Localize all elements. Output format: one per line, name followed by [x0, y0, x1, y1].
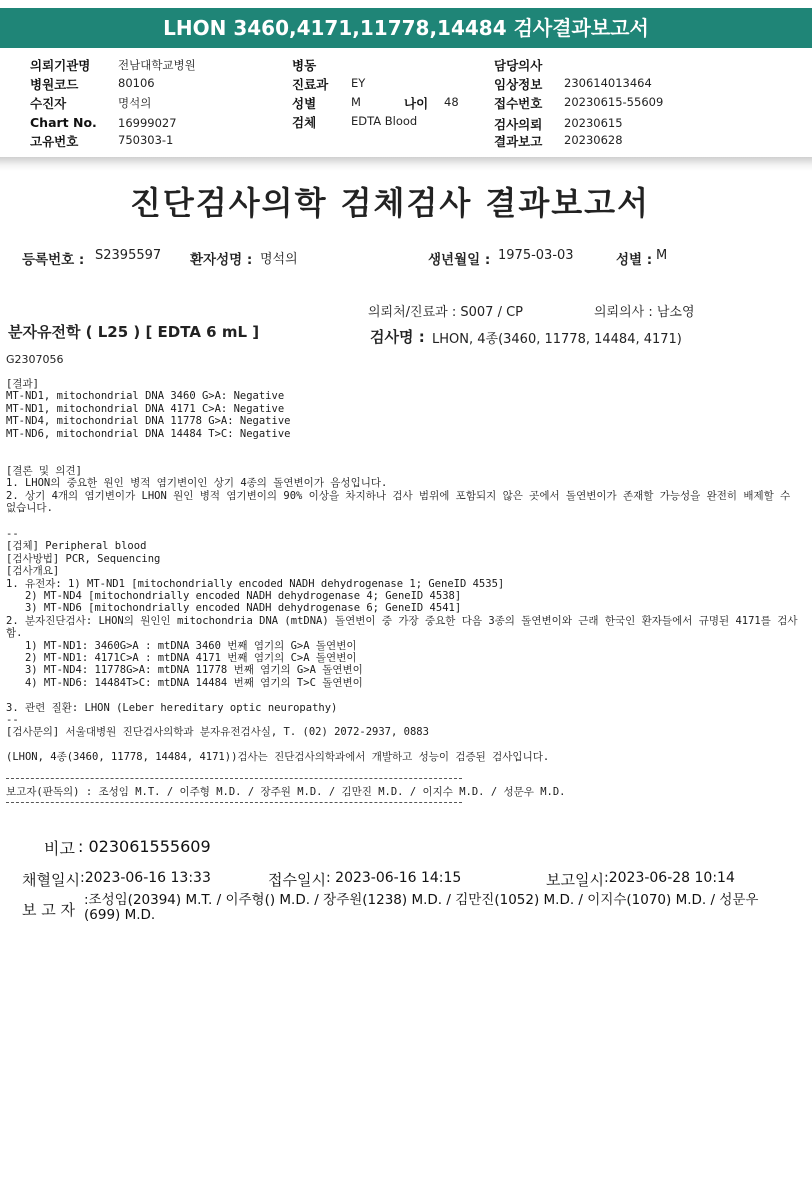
conclusion-section: [결론 및 의견] 1. LHON의 중요한 원인 병적 염기변이인 상기 4종의 돌연변이가 음성입니다. 2. 상기 4개의 염기변이가 LHON 원인 병적 염기변이의 90% 이상을 차지하나 검사 범위에 포함되지 않은 곳에서 돌연변이가 존재할 가능성을 완전히 배제할 수 없습니다. [6, 465, 791, 515]
report-document-title: 진단검사의학 검체검사 결과보고서 [130, 184, 650, 222]
label-test-request-date: 검사의뢰 [494, 117, 543, 132]
label-receipt-no: 접수번호 [494, 96, 543, 111]
inquiry-contact: [검사문의] 서울대병원 진단검사의학과 분자유전검사실, T. (02) 2072-2937, 0883 [6, 726, 429, 738]
request-info-panel [0, 56, 812, 156]
label-attending-doctor: 담당의사 [494, 58, 543, 73]
value-specimen: EDTA Blood [351, 114, 418, 128]
label-remarks: 비고 [44, 839, 75, 858]
value-result-report-date: 20230628 [564, 133, 623, 147]
value-hospital-code: 80106 [118, 76, 155, 90]
referral-department: 의뢰처/진료과 : S007 / CP [368, 305, 523, 320]
report-banner-title: LHON 3460,4171,11778,14484 검사결과보고서 [0, 8, 812, 48]
value-chart-no: 16999027 [118, 116, 177, 130]
value-collection-time: :2023-06-16 13:33 [80, 870, 211, 886]
value-unique-no: 750303-1 [118, 133, 174, 147]
specimen-code: G2307056 [6, 353, 64, 366]
value-gender: M [656, 248, 668, 263]
label-patient-name: 환자성명 : [190, 252, 253, 268]
value-remarks: : 023061555609 [78, 837, 211, 856]
value-registration-no: S2395597 [95, 248, 162, 263]
value-receipt-time: : 2023-06-16 14:15 [326, 870, 462, 886]
test-details-section: -- [검체] Peripheral blood [검사방법] PCR, Sequencing [검사개요] 1. 유전자: 1) MT-ND1 [mitochondrially encoded NADH dehydrogenase 1; GeneID 4535] 2) MT-ND4 [mitochondrially encoded NADH dehydrogenase 4; GeneID 4538] 3) MT-ND6 [mitochondrially encoded NADH dehydrogenase 6; GeneID 4541] 2. 분자진단검사: LHON의 원인인 mitochondria DNA (mtDNA) 돌연변이 중 가장 중요한 다음 3종의 돌연변이와 근래 한국인 환자들에서 규명된 4171를 검사함. 1) MT-ND1: 3460G>A : mtDNA 3460 번째 염기의 G>A 돌연변이 2) MT-ND1: 4171C>A : mtDNA 4171 번째 염기의 C>A 돌연변이 3) MT-ND4: 11778G>A: mtDNA 11778 번째 염기의 G>A 돌연변이 4) MT-ND6: 14484T>C: mtDNA 14484 번째 염기의 T>C 돌연변이 [6, 528, 798, 689]
referring-doctor: 의뢰의사 : 남소영 [594, 305, 695, 320]
value-birth-date: 1975-03-03 [498, 248, 574, 263]
label-patient: 수진자 [30, 96, 67, 111]
section-divider [0, 157, 812, 171]
value-patient: 명석의 [118, 96, 152, 110]
label-ward: 병동 [292, 58, 317, 73]
label-sex: 성별 [292, 96, 317, 111]
label-registration-no: 등록번호 : [22, 252, 85, 268]
results-section: [결과] MT-ND1, mitochondrial DNA 3460 G>A: Negative MT-ND1, mitochondrial DNA 4171 C>A: Negative MT-ND4, mitochondrial DNA 11778 G>A: Negative MT-ND6, mitochondrial DNA 14484 T>C: Negative [6, 378, 291, 440]
label-birth-date: 생년월일 : [428, 252, 491, 268]
label-age: 나이 [404, 96, 429, 111]
label-receipt-time: 접수일시 [268, 871, 326, 889]
label-unique-no: 고유번호 [30, 134, 79, 149]
validation-statement: (LHON, 4종(3460, 11778, 14484, 4171))검사는 진단검사의학과에서 개발하고 성능이 검증된 검사입니다. [6, 751, 550, 763]
value-sex: M [351, 95, 361, 109]
label-hospital-code: 병원코드 [30, 77, 79, 92]
label-reporter: 보 고 자 [22, 901, 76, 919]
value-test-request-date: 20230615 [564, 116, 623, 130]
label-specimen: 검체 [292, 115, 317, 130]
label-collection-time: 채혈일시 [22, 871, 80, 889]
label-clinical-info: 임상정보 [494, 77, 543, 92]
related-disease-section: 3. 관련 질환: LHON (Leber hereditary optic neuropathy) -- [6, 702, 338, 727]
value-report-time: :2023-06-28 10:14 [604, 870, 735, 886]
label-requesting-institution: 의뢰기관명 [30, 58, 91, 73]
label-chart-no: Chart No. [30, 115, 97, 130]
value-test-name: LHON, 4종(3460, 11778, 14484, 4171) [432, 332, 682, 347]
label-test-name: 검사명 : [370, 328, 425, 346]
reviewers-line: 보고자(판독의) : 조성임 M.T. / 이주형 M.D. / 장주원 M.D. / 김만진 M.D. / 이지수 M.D. / 성문우 M.D. [6, 786, 566, 798]
dashed-divider-bottom [6, 802, 462, 803]
value-receipt-no: 20230615-55609 [564, 95, 664, 109]
label-gender: 성별 : [616, 252, 653, 268]
value-patient-name: 명석의 [260, 252, 298, 267]
value-department: EY [351, 76, 366, 90]
value-reporter: :조성임(20394) M.T. / 이주형() M.D. / 장주원(1238) M.D. / 김만진(1052) M.D. / 이지수(1070) M.D. / 성문우(699) M.D. [84, 892, 759, 923]
label-result-report-date: 결과보고 [494, 134, 543, 149]
value-age: 48 [444, 95, 459, 109]
label-department: 진료과 [292, 77, 329, 92]
value-requesting-institution: 전남대학교병원 [118, 58, 196, 72]
value-clinical-info: 230614013464 [564, 76, 652, 90]
test-section-title: 분자유전학 ( L25 ) [ EDTA 6 mL ] [8, 323, 260, 341]
dashed-divider-top [6, 778, 462, 779]
label-report-time: 보고일시 [546, 871, 604, 889]
